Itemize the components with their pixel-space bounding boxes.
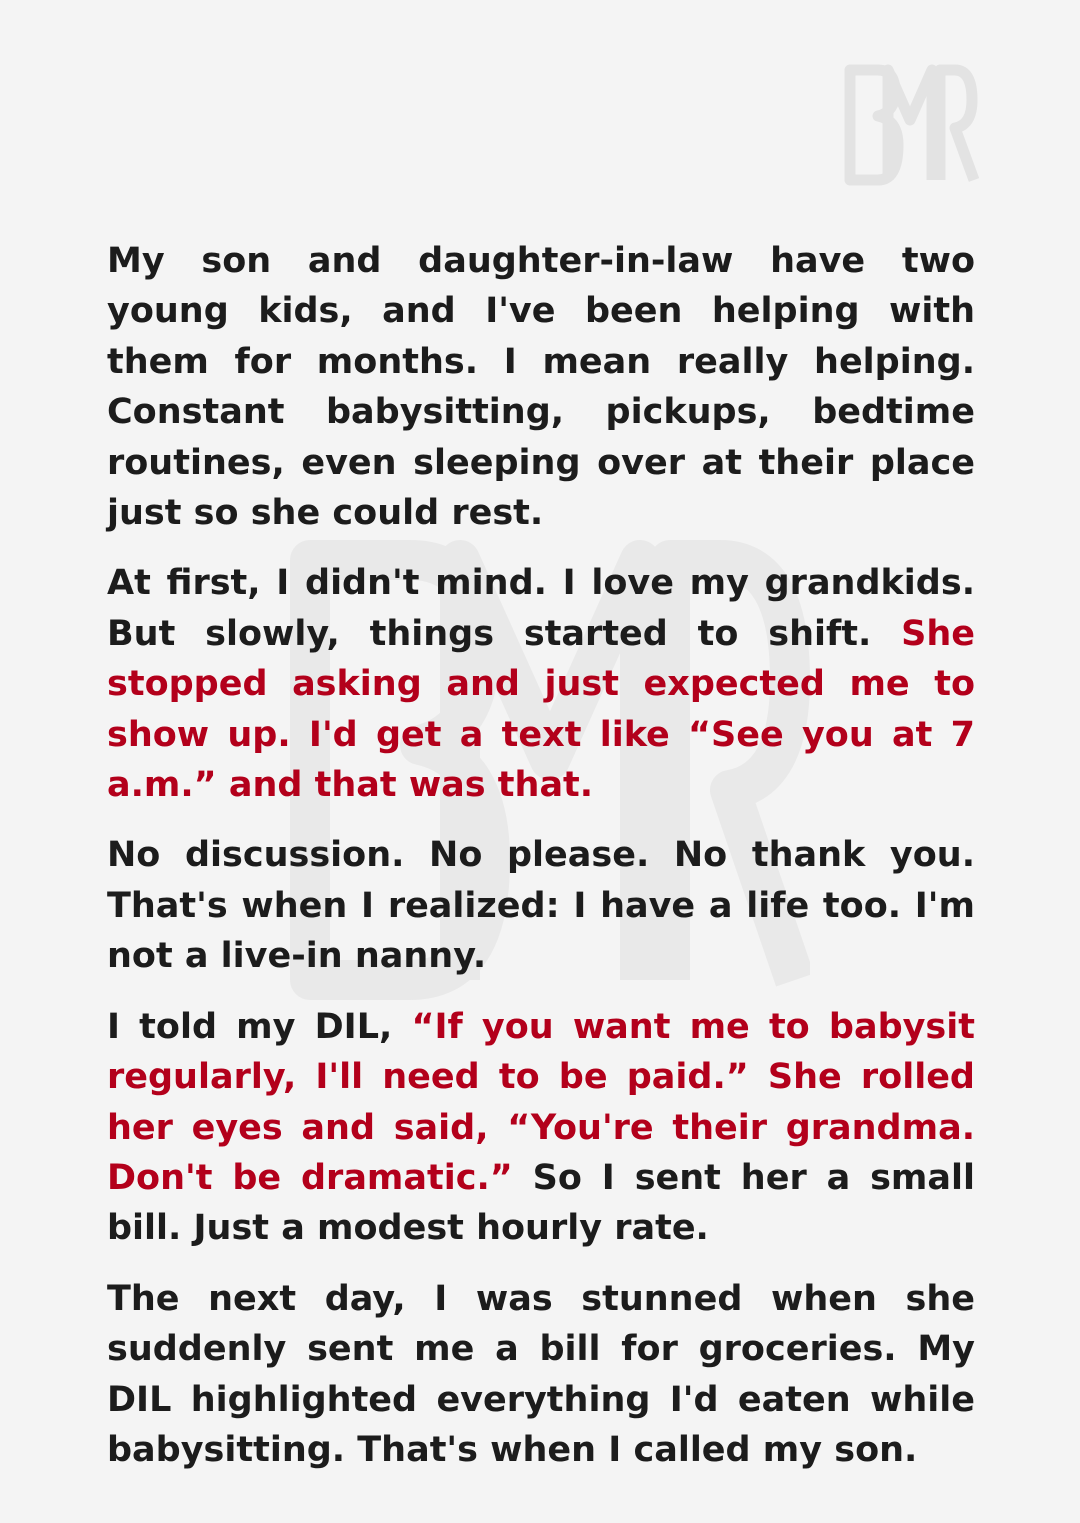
paragraph-2-highlight: She stopped asking and just expected me to show up. I'd get a text like “See you at 7 a.m.” and that was that. bbox=[107, 613, 975, 806]
paragraph-3-text: No discussion. No please. No thank you. That's when I realized: I have a life too. I'm not a live-in nanny. bbox=[107, 835, 975, 977]
paragraph-3 bbox=[107, 830, 975, 981]
paragraph-2-text: At first, I didn't mind. I love my grandkids. But slowly, things started to shift. bbox=[107, 563, 975, 654]
paragraph-1-text: My son and daughter-in-law have two young kids, and I've been helping with them for months. I mean really helping. Constant babysitting, pickups, bedtime routines, even sleeping over at their place just so she could rest. bbox=[107, 241, 975, 534]
story-text bbox=[107, 236, 975, 1495]
paragraph-4-text-start: I told my DIL, bbox=[107, 1006, 412, 1047]
paragraph-4 bbox=[107, 1002, 975, 1254]
paragraph-5 bbox=[107, 1274, 975, 1476]
paragraph-4-highlight: “If you want me to babysit regularly, I'll need to be paid.” She rolled her eyes and said, “You're their grandma. Don't be dramatic.” bbox=[107, 1006, 975, 1198]
paragraph-1 bbox=[107, 236, 975, 538]
paragraph-4-text-end: So I sent her a small bill. Just a modest hourly rate. bbox=[107, 1157, 975, 1249]
paragraph-2 bbox=[107, 558, 975, 810]
bmr-logo-watermark-small bbox=[840, 50, 980, 190]
paragraph-5-text: The next day, I was stunned when she suddenly sent me a bill for groceries. My DIL highlighted everything I'd eaten while babysitting. That's when I called my son. bbox=[107, 1278, 975, 1470]
